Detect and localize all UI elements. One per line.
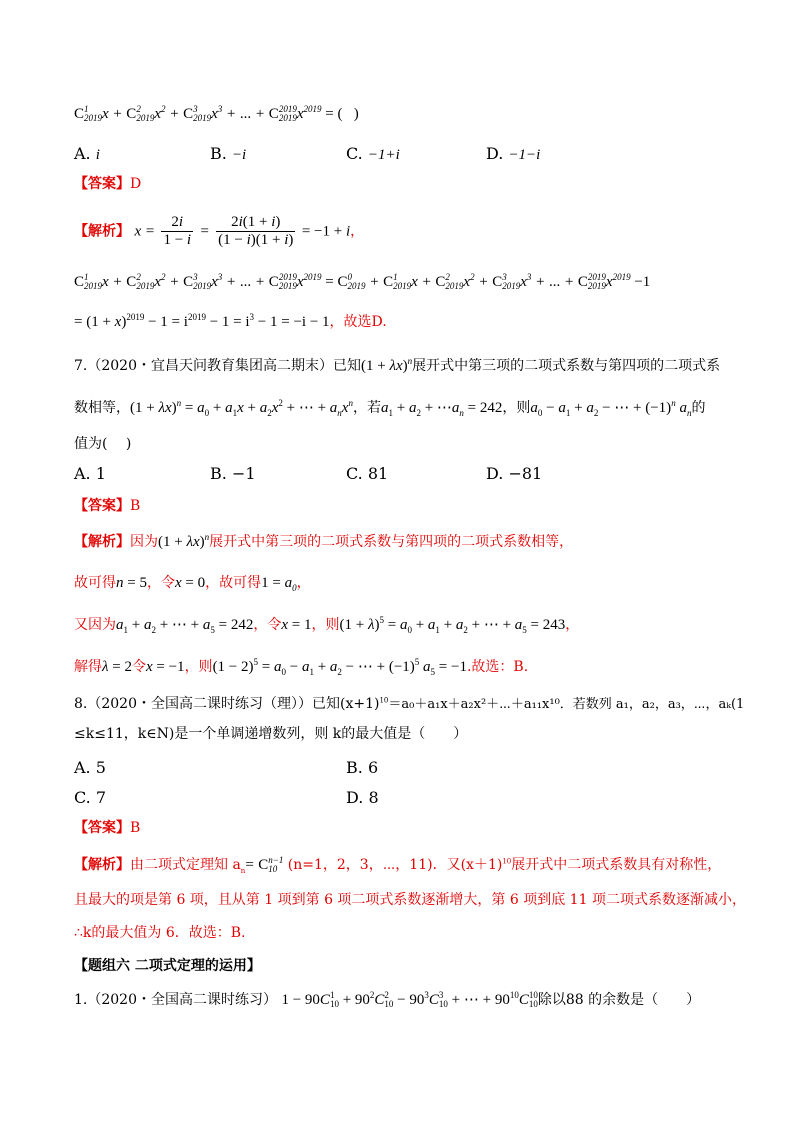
q8-analysis-line2: 且最大的项是第 6 项，且从第 1 项到第 6 项二项式系数逐渐增大，第 6 项到底 11 项二项式系数逐渐减小， xyxy=(74,892,746,908)
q7-analysis-line2: 故可得n = 5，令x = 0，故可得$1 = a_0$， xyxy=(74,575,311,593)
q6-analysis-line1: 【解析】 x = $\frac{2i}{1 - i}$ = $\frac{2i(1 + i)}{(1 - i)(1 + i)}$ = −1 + i， xyxy=(74,214,365,248)
q7-answer: 【答案】B xyxy=(74,498,141,514)
q6-option-d: D. −1−i xyxy=(486,144,541,163)
q7-option-c: C. 81 xyxy=(346,464,389,483)
q8-stem-line2: ≤k≤11，k∈N)是一个单调递增数列，则 k的最大值是（ ） xyxy=(74,726,468,742)
q7-analysis-line4: 解得λ = 2令x = −1，则$(1 - 2)^5 = a_0 - a_1 + a_2$ − ⋯ + $(-1)^5$ $a_5 = -1$.故选：B. xyxy=(74,657,529,677)
q8-option-d: D. 8 xyxy=(346,788,379,807)
q7-option-a: A. 1 xyxy=(74,464,106,483)
q7-stem-line2: 数相等，$(1 + \lambda x)^n = a_0 + a_1x + a_2x^2$ + ⋯ + $a_nx^n$，若$a_1 + a_2$ + $\cdots a_n = 242$，则$a_0 - a_1 + a_2$ − ⋯ + $(-1)^n$ $a_n$的 xyxy=(74,398,706,418)
q6-analysis-line2: C 1 2019 x + C 2 2019 $x^2 + C$ 3 2019 $x^3$ + ... + C 2019 2019 $x^{2019} = C$ 0 2019 + C 1 2019 x + C 2 2019 $x^2 + C$ 3 2019 $x^3$ + ... + C 2019 2019 $x^{2019} -1$ xyxy=(74,271,651,291)
q8-answer: 【答案】B xyxy=(74,820,141,836)
q7-option-b: B. −1 xyxy=(210,464,256,483)
q8-analysis-line1: 【解析】由二项式定理知 $a_n= C$ n−1 10 (n=1，2，3，⋯，11)．又$(x+1)^{10}$展开式中二项式系数具有对称性， xyxy=(74,854,722,875)
q8-option-b: B. 6 xyxy=(346,758,379,777)
q9-stem: 1.（2020・全国高二课时练习） 1 − 90C 1 10 + $90^2C$ 2 10 − $90^3C$ 3 10 + ⋯ + $90^{10}C$ 10 10 除以88 的余数是（ ） xyxy=(74,989,701,1009)
section-title: 【题组六 二项式定理的运用】 xyxy=(74,958,261,974)
q6-analysis-line3: = $(1 + x)^{2019} - 1 = i^{2019} - 1 = i^3 - 1 = -i - 1$，故选D. xyxy=(74,312,387,330)
q6-expression: C 1 2019 x + C 2 2019 $x^2 + C$ 3 2019 $x^3$ + ... + C 2019 2019 $x^{2019}$ = ( ) xyxy=(74,103,359,123)
q8-option-c: C. 7 xyxy=(74,788,107,807)
q7-option-d: D. −81 xyxy=(486,464,543,483)
q8-stem-line1: 8.（2020・全国高二课时练习（理））已知$(x+1)^{10}=a_0+a_1x+a_2x^2+\cdots+a_{11}x^{10}$．若数列 a₁，a₂，a₃，⋯，aₖ(1 xyxy=(74,696,745,712)
q8-option-a: A. 5 xyxy=(74,758,106,777)
q7-analysis-line1: 【解析】因为$(1 + \lambda x)^n$展开式中第三项的二项式系数与第四项的二项式系数相等， xyxy=(74,532,574,550)
q8-analysis-line3: ∴k的最大值为 6．故选：B. xyxy=(74,925,246,941)
q6-option-a: A. i xyxy=(74,144,100,163)
q6-option-c: C. −1+i xyxy=(346,144,400,163)
q7-analysis-line3: 又因为$a_1 + a_2$ + ⋯ + $a_5 = 242$，令x = 1，则$(1 + \lambda)^5 = a_0 + a_1 + a_2$ + ⋯ + $a_5 = 243$， xyxy=(74,615,580,635)
q6-option-b: B. −i xyxy=(210,144,247,163)
q7-stem-line3: 值为( ) xyxy=(74,436,132,452)
q6-answer: 【答案】D xyxy=(74,176,142,192)
q7-stem-line1: 7.（2020・宜昌天问教育集团高二期末）已知$(1 + \lambda x)^n$展开式中第三项的二项式系数与第四项的二项式系 xyxy=(74,356,721,374)
